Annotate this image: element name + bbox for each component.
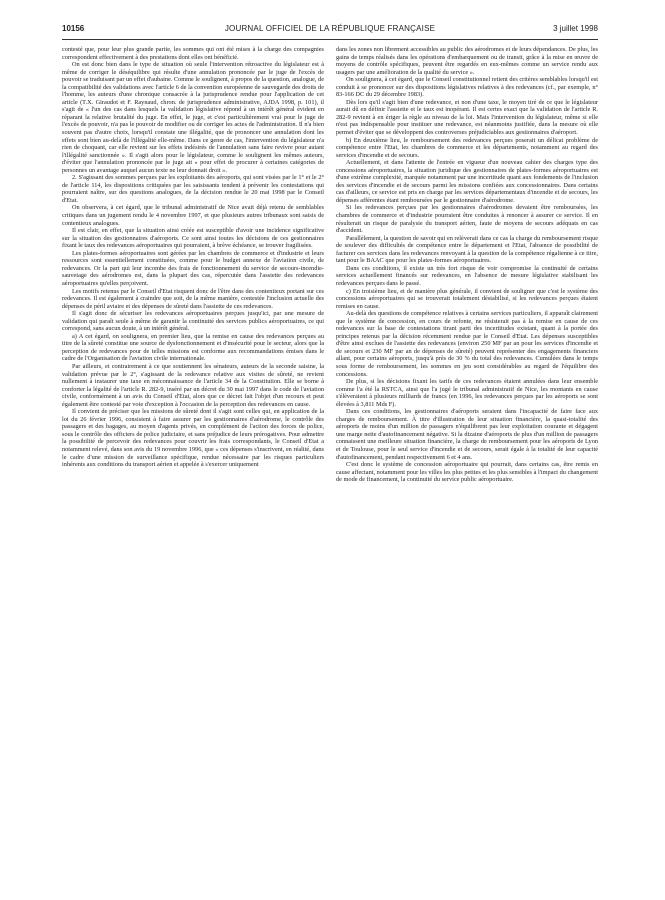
paragraph: Les plates-formes aéroportuaires sont gérées par les chambres de commerce et d'industrie et leurs ressources sont essentiellement constituées, comme pour le budget annexe de l'aviation civile, de redevances. Or la part qui leur incombe des frais de fonctionnement du service de secours-incendie-sauvetage des aérodromes est, dans la plupart des cas, répercutée dans l'assiette des redevances aéroportuaires qu'elles perçoivent.: [62, 249, 324, 287]
paragraph: 2. S'agissant des sommes perçues par les exploitants des aéroports, qui sont visées par le 1° et le 2° de l'article 114, les dispositions critiquées par les saisissants tendent à prévenir les contestations qui pourraient naître, sur des questions analogues, de la décision rendue le 20 mai 1998 par le Conseil d'Etat.: [62, 174, 324, 204]
header-rule: [62, 39, 598, 40]
paragraph: Il est clair, en effet, que la situation ainsi créée est susceptible d'avoir une incidence significative sur la situation des gestionnaires d'aéroports. Ce sont ainsi toutes les décisions de ces gestionnaires fixant le taux des redevances aéroportuaires qui pourraient, à brève échéance, se trouver fragilisées.: [62, 227, 324, 250]
page-number: 10156: [62, 24, 85, 33]
paragraph: c) En troisième lieu, et de manière plus générale, il convient de souligner que c'est le système des concessions aéroportuaires qui se trouverait totalement déstabilisé, si les redevances perçues étaient remises en cause.: [336, 287, 598, 310]
paragraph: On soulignera, à cet égard, que le Conseil constitutionnel retient des critères semblables lorsqu'il est conduit à se prononcer sur des dispositions législatives relatives à des redevances (cf., par exemple, n° 83-166 DC du 29 décembre 1983).: [336, 76, 598, 99]
paragraph: contesté que, pour leur plus grande partie, les sommes qui ont été mises à la charge des compagnies correspondent effectivement à des prestations dont elles ont bénéficié.: [62, 46, 324, 61]
paragraph: Dans ces conditions, les gestionnaires d'aéroports seraient dans l'incapacité de faire face aux charges de remboursement. À titre d'illustration de leur situation financière, la quasi-totalité des aéroports de moins d'un million de passagers n'équilibrent pas leur exploitation courante et dégagent une marge nette d'autofinancement négative. Si la dizaine d'aéroports de plus d'un million de passagers connaissent une meilleure situation financière, la charge de remboursement pour les aéroports de Lyon et de Toulouse, pour le seul service d'incendie et de secours, serait égale à la totalité de leur capacité d'autofinancement, pendant respectivement 6 et 4 ans.: [336, 408, 598, 461]
paragraph: b) En deuxième lieu, le remboursement des redevances perçues poserait un délicat problème de compétence entre l'Etat, les chambres de commerce et les départements, notamment au regard des services d'incendie et de secours.: [336, 136, 598, 159]
paragraph: Les motifs retenus par le Conseil d'Etat risquent donc de l'être dans des contentieux portant sur ces redevances. Il est également à craindre que soit, de la même manière, contestée l'inclusion actuelle des dépenses de péril aviaire et des dépenses de sûreté dans l'assiette de ces redevances.: [62, 287, 324, 310]
page-header: [62, 24, 598, 36]
paragraph: On est donc bien dans le type de situation où seule l'intervention rétroactive du législateur est à même de corriger le déséquilibre qui résulte d'une annulation prononcée par le juge de l'excès de pouvoir se traduisant par un effet d'aubaine. Comme le soulignent, à propos de la question, analogue, de la compatibilité des validations avec l'article 6 de la convention européenne de sauvegarde des droits de l'homme, les auteurs d'une chronique consacrée à la jurisprudence rendue pour l'application de cet article (T.X. Giraudot et F. Raynaud, chron. de jurisprudence administrative, AJDA 1998, p. 101), il s'agit de « l'un des cas dans lesquels la validation législative répond à un intérêt général évident en réparant la relative brutalité du juge. En effet, le juge, et c'est particulièrement vrai pour le juge de l'excès de pouvoir, n'a pas le pouvoir de modifier ou de corriger les actes de l'administration. Il n'a bien souvent pas d'autre choix, lorsqu'il constate une illégalité, que de prononcer une annulation dont les effets sont bien au-delà de l'illégalité elle-même. Dans ce genre de cas, l'intervention du législateur n'a rien de choquant, car elle revient sur les effets indésirés de l'annulation sans faire revivre pour autant l'illégalité sanctionnée ». Il s'agit alors pour le législateur, comme le soulignent les mêmes auteurs, d'éviter que l'annulation prononcée par le juge ait « pour effet de procurer à certaines catégories de personnes un avantage auquel aucun texte ne leur donnait droit ».: [62, 61, 324, 174]
paragraph: dans les zones non librement accessibles au public des aérodromes et de leurs dépendances. De plus, les gains de temps réalisés dans les opérations d'embarquement ou de transit, grâce à la mise en œuvre de moyens de contrôle spécifiques, peuvent être regardés en eux-mêmes comme un service rendu aux usagers par une amélioration de la qualité du service ».: [336, 46, 598, 76]
paragraph: Au-delà des questions de compétence relatives à certains services particuliers, il apparaît clairement que le système de concession, en cours de refonte, ne résisterait pas à la remise en cause de ces redevances sur la base de contestations tirant parti des incertitudes existant, quant à la portée des principes retenus par la décision récemment rendue par le Conseil d'Etat. Les dépenses susceptibles d'être ainsi exclues de l'assiette des redevances (environ 250 MF par an pour les services d'incendie et de secours et 230 MF par an de dépenses de sûreté) peuvent représenter des engagements financiers allant, pour certains aéroports, jusqu'à près de 30 % du total des redevances. Cumulées dans le temps sous forme de remboursement, les sommes en jeu sont considérables au regard de l'équilibre des concessions.: [336, 310, 598, 378]
paragraph: De plus, si les décisions fixant les tarifs de ces redevances étaient annulées dans leur ensemble comme l'a été la RSTCA, ainsi que l'a jugé le tribunal administratif de Nice, les montants en cause s'élèveraient à plusieurs milliards de francs (en 1996, les redevances perçues par les aéroports se sont élevées à 3,811 Mds F).: [336, 378, 598, 408]
paragraph: Si les redevances perçues par les gestionnaires d'aérodromes devaient être remboursées, les chambres de commerce et d'industrie pourraient être conduites à renoncer à assurer ce service. Il en résulterait un risque de paralysie du transport aérien, faute de moyens de secours adéquats en cas d'accident.: [336, 204, 598, 235]
paragraph: Il s'agit donc de sécuriser les redevances aéroportuaires perçues jusqu'ici, par une mesure de validation qui paraît seule à même de garantir la continuité des services publics aéroportuaires, ce qui correspond, sans aucun doute, à un intérêt général.: [62, 310, 324, 333]
publication-date: 3 juillet 1998: [553, 24, 598, 33]
paragraph: a) A cet égard, on soulignera, en premier lieu, que la remise en cause des redevances perçues au titre de la sûreté constitue une source de dysfonctionnement et d'insécurité pour le secteur, alors que la perception de redevances pour de telles missions est conforme aux recommandations émises dans le cadre de l'Organisation de l'aviation civile internationale.: [62, 332, 324, 363]
paragraph: Actuellement, et dans l'attente de l'entrée en vigueur d'un nouveau cahier des charges type des concessions aéroportuaires, la situation juridique des gestionnaires de plates-formes aéroportuaires est d'une extrême complexité, marquée notamment par une incertitude quant aux fondements de l'inclusion des services d'incendie et de secours parmi les missions confiées aux concessionnaires. Dans certains cas d'ailleurs, ce service est pris en charge par les services départementaux d'incendie et de secours, les dépenses afférentes étant remboursées par le gestionnaire d'aérodrome.: [336, 159, 598, 204]
journal-title: JOURNAL OFFICIEL DE LA RÉPUBLIQUE FRANÇAISE: [224, 24, 436, 33]
paragraph: On observera, à cet égard, que le tribunal administratif de Nice avait déjà retenu de semblables critiques dans un jugement rendu le 4 novembre 1997, et que plusieurs autres tribunaux sont saisis de contentieux analogues.: [62, 204, 324, 227]
right-column: [336, 46, 598, 884]
paragraph: Dans ces conditions, il existe un très fort risque de voir compromise la continuité de certains services actuellement financés sur redevances, en l'absence de mesure législative stabilisant les redevances perçues dans le passé.: [336, 264, 598, 287]
paragraph: Par ailleurs, et contrairement à ce que soutiennent les sénateurs, auteurs de la seconde saisine, la validation prévue par le 2°, s'agissant de la redevance relative aux visites de sûreté, ne revient nullement à instaurer une taxe en méconnaissance de l'article 34 de la Constitution. Elle se borne à conforter la légalité de l'article R. 282-9, inséré par un décret du 30 mai 1997 dans le code de l'aviation civile, conformément à un avis du Conseil d'Etat, alors que ce décret fait l'objet d'un recours et peut également être contesté par voie d'exception à l'occasion de la perception des redevances en cause.: [62, 362, 324, 408]
left-column: [62, 46, 324, 884]
paragraph: C'est donc le système de concession aéroportuaire qui pourrait, dans certains cas, être remis en cause affectant, notamment pour les villes les plus petites et les plus sensibles à l'impact du changement de mode de financement, la continuité du service public aéroportuaire.: [336, 461, 598, 484]
paragraph: Dès lors qu'il s'agit bien d'une redevance, et non d'une taxe, le moyen tiré de ce que le législateur aurait dû en définir l'assiette et le taux est inopérant. Il est certes exact que la validation de l'article R. 282-9 revient à en ériger la règle au niveau de la loi. Mais l'intervention du législateur, même si elle n'est pas indispensable pour instituer une redevance, est néanmoins justifiée, dans la mesure où elle permet d'éviter que se développent des controverses préjudiciables aux gestionnaires d'aéroport.: [336, 98, 598, 137]
paragraph: Parallèlement, la question de savoir qui en relèverait dans ce cas la charge du remboursement risque de soulever des difficultés de compétence entre le département et l'Etat, l'absence de possibilité de facturer ces services dans les redevances renvoyant à la question de la compétence régalienne à ce titre, tant pour le BAAC que pour les plates-formes aéroportuaires.: [336, 234, 598, 265]
paragraph: Il convient de préciser que les missions de sûreté dont il s'agit sont celles qui, en application de la loi du 26 février 1996, consistent à faire assurer par les gestionnaires d'aérodrome, le contrôle des passagers et des bagages, au moyen d'agents privés, en complément de l'action des forces de police, sous le contrôle des officiers de police judiciaire, et sans préjudice de leurs prérogatives. Pour admettre la possibilité de percevoir des redevances pour couvrir les frais correspondants, le Conseil d'Etat a notamment relevé, dans son avis du 19 novembre 1996, que « ces dépenses s'inscrivent, en réalité, dans le cadre d'une mission de surveillance spécifique, rendue nécessaire par les risques particuliers inhérents aux conditions du transport aérien et appelée à s'exercer uniquement: [62, 408, 324, 469]
